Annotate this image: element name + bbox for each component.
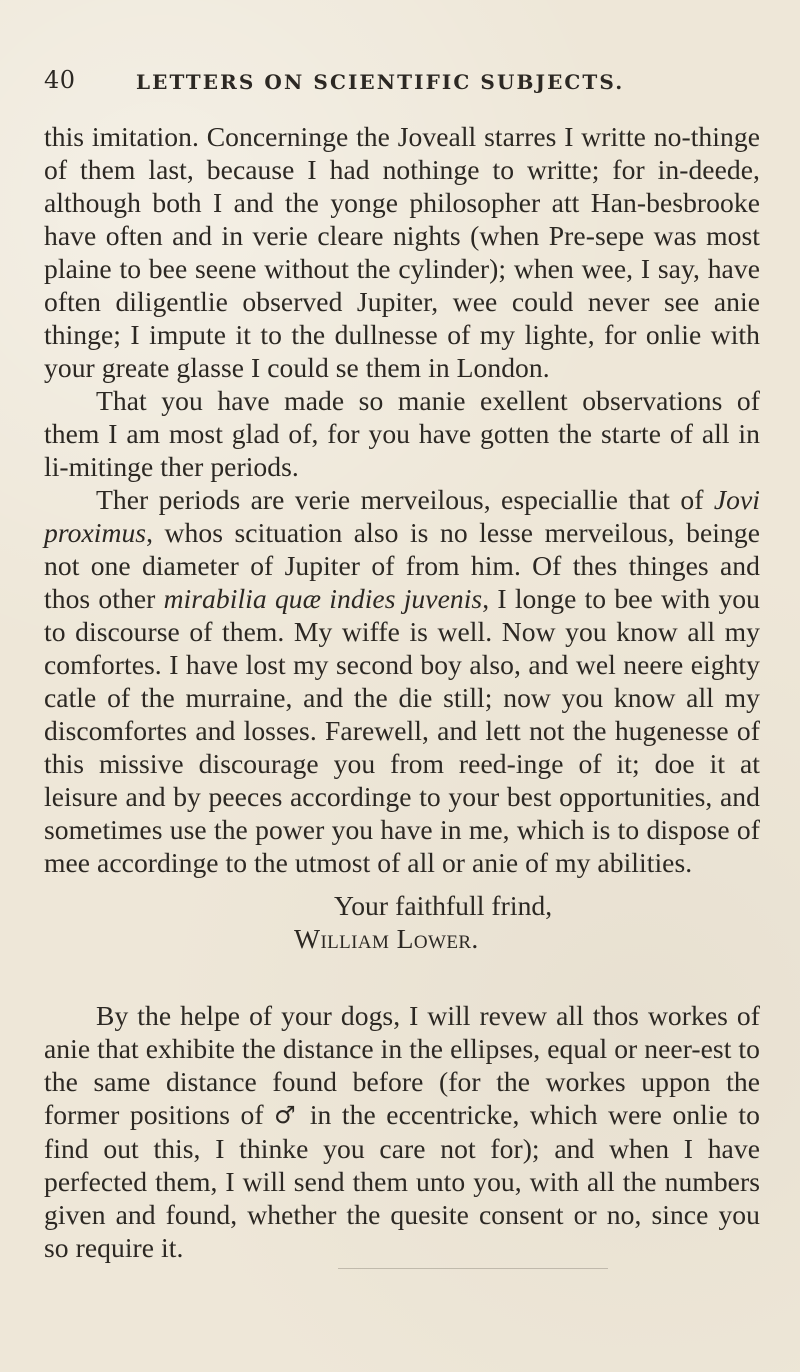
postscript-paragraph [44,999,760,1264]
letter-body [44,120,760,1264]
paragraph-3-italic-mirabilia: mirabilia quæ indies juvenis [163,583,483,614]
paragraph-3 [44,483,760,879]
postscript-text-a: By the helpe of your dogs, I will revew all thos workes of anie that exhibite the distance in the ellipses, equal or neer-est to the same distance found before (for the workes uppon the former positions of [44,1000,760,1130]
page-number: 40 [44,66,76,94]
mars-symbol-icon: ♂ [274,1101,300,1129]
paragraph-2: That you have made so manie exellent observations of them I am most glad of, for you have gotten the starte of all in li-mitinge ther periods. [44,385,760,482]
letter-signature: William Lower. [294,923,479,954]
paragraph-3-italic-jovi-proximus: Jovi proximus [44,484,760,548]
postscript-text-b: in the eccentricke, which were onlie to find out this, I thinke you care not for); and when I have perfected them, I will send them unto you, with all the numbers given and found, whether the quesite consent or no, since you so require it. [44,1099,760,1263]
paragraph-1: this imitation. Concerninge the Joveall starres I writte no-thinge of them last, because I had nothinge to writte; for in-deede, although both I and the yonge philosopher att Han-besbrooke have often and in verie cleare nights (when Pre-sepe was most plaine to bee seene without the cylinder); when wee, I say, have often diligentlie observed Jupiter, wee could never see anie thinge; I impute it to the dullnesse of my lighte, for onlie with your greate glasse I could se them in London. [44,121,760,383]
paragraph-3-text-a: Ther periods are verie merveilous, especiallie that of [96,484,714,515]
paragraph-3-text-b: , whos scituation also is no lesse merveilous, beinge not one diameter of Jupiter of from him. Of thes thinges and thos other [44,517,760,614]
closing-rule [338,1268,608,1269]
page-header [44,58,760,98]
paragraph-3-text-c: , I longe to bee with you to discourse of them. My wiffe is well. Now you know all my comfortes. I have lost my second boy also, and wel neere eighty catle of the murraine, and the die still; now you know all my discomfortes and losses. Farewell, and lett not the hugenesse of this missive discourage you from reed-inge of it; doe it at leisure and by peeces accordinge to your best opportunities, and sometimes use the power you have in me, which is to dispose of mee accordinge to the utmost of all or anie of my abilities. [44,583,760,878]
letter-signoff: Your faithfull frind, [334,890,553,921]
running-head: LETTERS ON SCIENTIFIC SUBJECTS. [136,70,625,94]
